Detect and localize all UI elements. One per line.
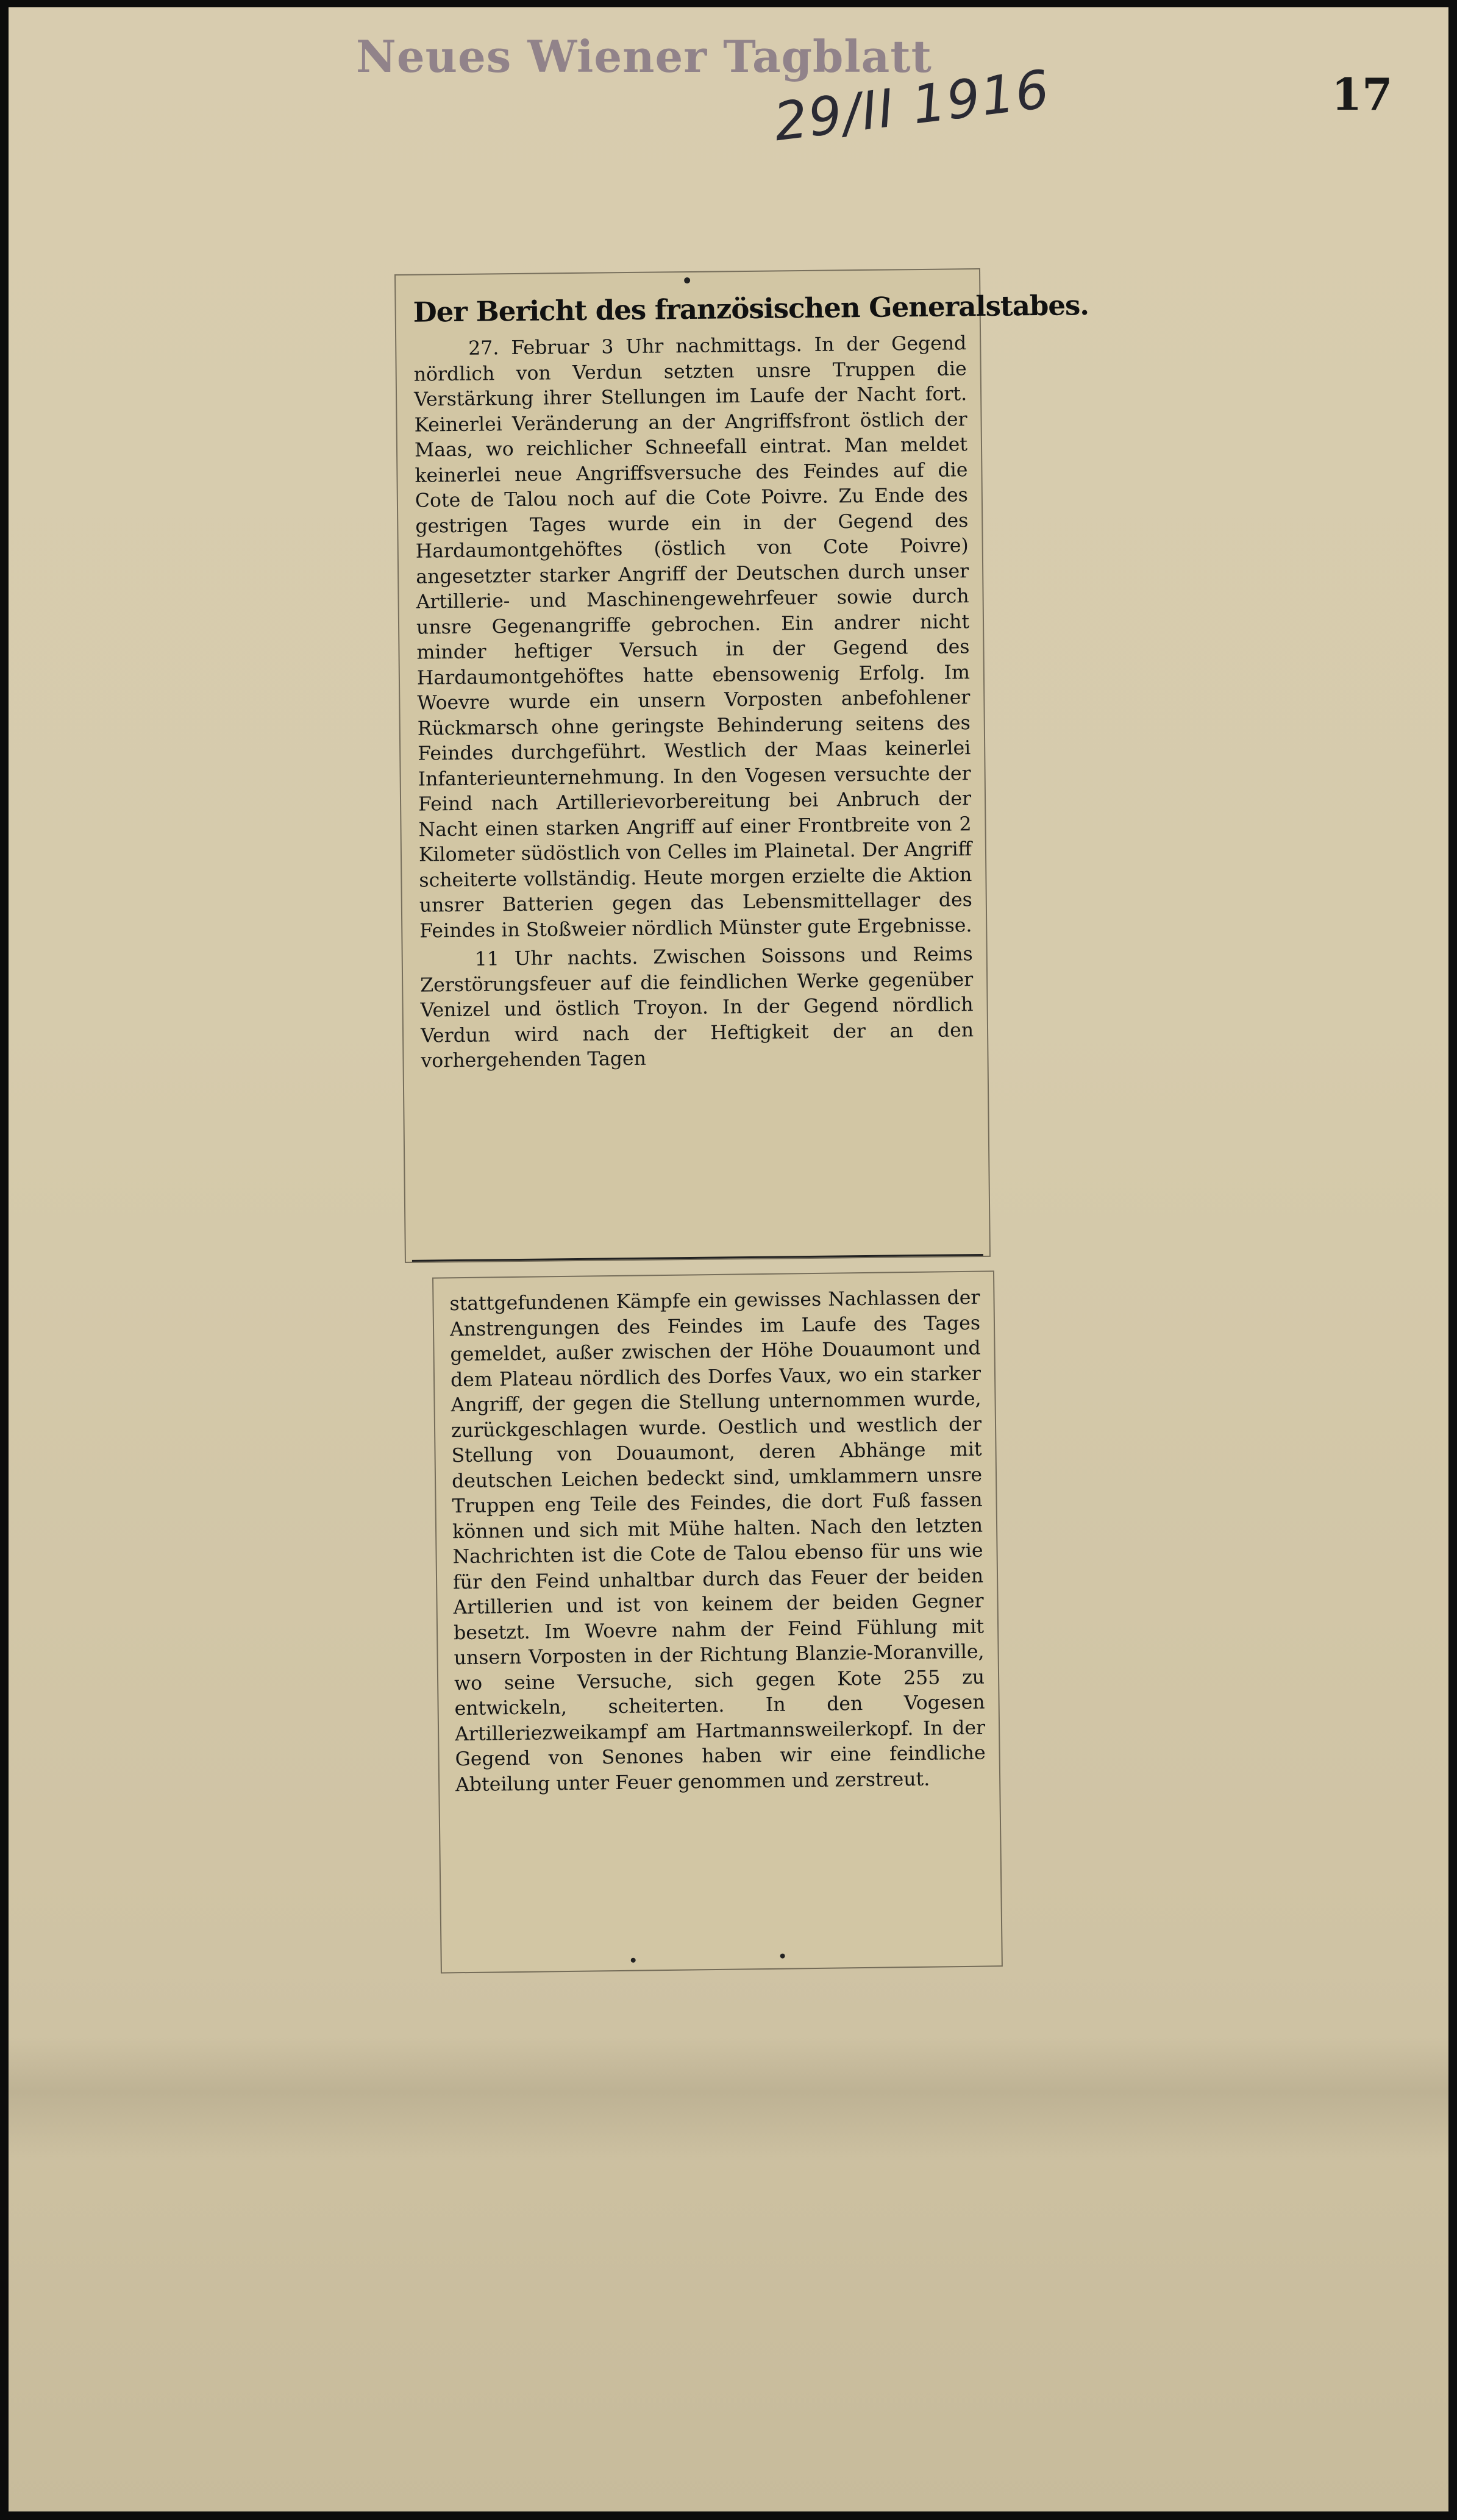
newspaper-clipping-2 xyxy=(433,1272,1002,1972)
newspaper-stamp: Neues Wiener Tagblatt xyxy=(356,30,932,82)
print-dot xyxy=(780,1954,785,1959)
print-dot xyxy=(631,1958,636,1963)
article-paragraph: 11 Uhr nachts. Zwischen Soissons und Reims Zerstörungsfeuer auf die feindlichen Werke gegenüber Venizel und östlich Troyon. In der Gegend nördlich Verdun wird nach der Heftigkeit der an den vorhergehenden Tagen xyxy=(420,943,974,1072)
handwritten-date: 29/II 1916 xyxy=(771,59,1054,154)
article-paragraph: 27. Februar 3 Uhr nachmittags. In der Gegend nördlich von Verdun setzten unsre Truppen die Verstärkung ihrer Stellungen im Laufe der Nacht fort. Keinerlei Veränderung an der Angriffsfront östlich der Maas, wo reichlicher Schneefall eintrat. Man meldet keinerlei neue Angriffsversuche des Feindes auf die Cote de Talou noch auf die Cote Poivre. Zu Ende des gestrigen Tages wurde ein in der Gegend des Hardaumontgehöftes (östlich von Cote Poivre) angesetzter starker Angriff der Deutschen durch unser Artillerie- und Maschinengewehrfeuer sowie durch unsre Gegenangriffe gebrochen. Ein andrer nicht minder heftiger Versuch in der Gegend des Hardaumontgehöftes hatte ebensowenig Erfolg. Im Woevre wurde ein unsern Vorposten anbefohlener Rückmarsch ohne geringste Behinderung seitens des Feindes durchgeführt. Westlich der Maas keinerlei Infanterieunternehmung. In den Vogesen versuchte der Feind nach Artillerievorbereitung bei Anbruch der Nacht einen starken Angriff auf einer Frontbreite von 2 Kilometer südöstlich von Celles im Plainetal. Der Angriff scheiterte vollständig. Heute morgen erzielte die Aktion unsrer Batterien gegen das Lebensmittellager des Feindes in Stoßweier nördlich Münster gute Ergebnisse. xyxy=(413,332,972,942)
article-headline: Der Bericht des französischen Generalstabes. xyxy=(413,289,1089,329)
paper-fold-shadow xyxy=(9,2037,1448,2159)
clipping-bottom-rule xyxy=(412,1254,983,1262)
archive-sheet xyxy=(9,7,1448,2511)
newspaper-clipping-1 xyxy=(396,269,1089,1262)
article-paragraph: stattgefundenen Kämpfe ein gewisses Nachlassen der Anstrengungen des Feindes im Laufe des Tages gemeldet, außer zwischen der Höhe Douaumont und dem Plateau nördlich des Dorfes Vaux, wo ein starker Angriff, der gegen die Stellung unternommen wurde, zurückgeschlagen wurde. Oestlich und westlich der Stellung von Douaumont, deren Abhänge mit deutschen Leichen bedeckt sind, umklammern unsre Truppen eng Teile des Feindes, die dort Fuß fassen können und sich mit Mühe halten. Nach den letzten Nachrichten ist die Cote de Talou ebenso für uns wie für den Feind unhaltbar durch das Feuer der beiden Artillerien und ist von keinem der beiden Gegner besetzt. Im Woevre nahm der Feind Fühlung mit unsern Vorposten in der Richtung Blanzie-Moranville, wo seine Versuche, sich gegen Kote 255 zu entwickeln, scheiterten. In den Vogesen Artilleriezweikampf am Hartmannsweilerkopf. In der Gegend von Senones haben wir eine feindliche Abteilung unter Feuer genommen und zerstreut. xyxy=(449,1286,986,1796)
print-dot xyxy=(684,277,690,283)
page-number: 17 xyxy=(1331,68,1393,120)
